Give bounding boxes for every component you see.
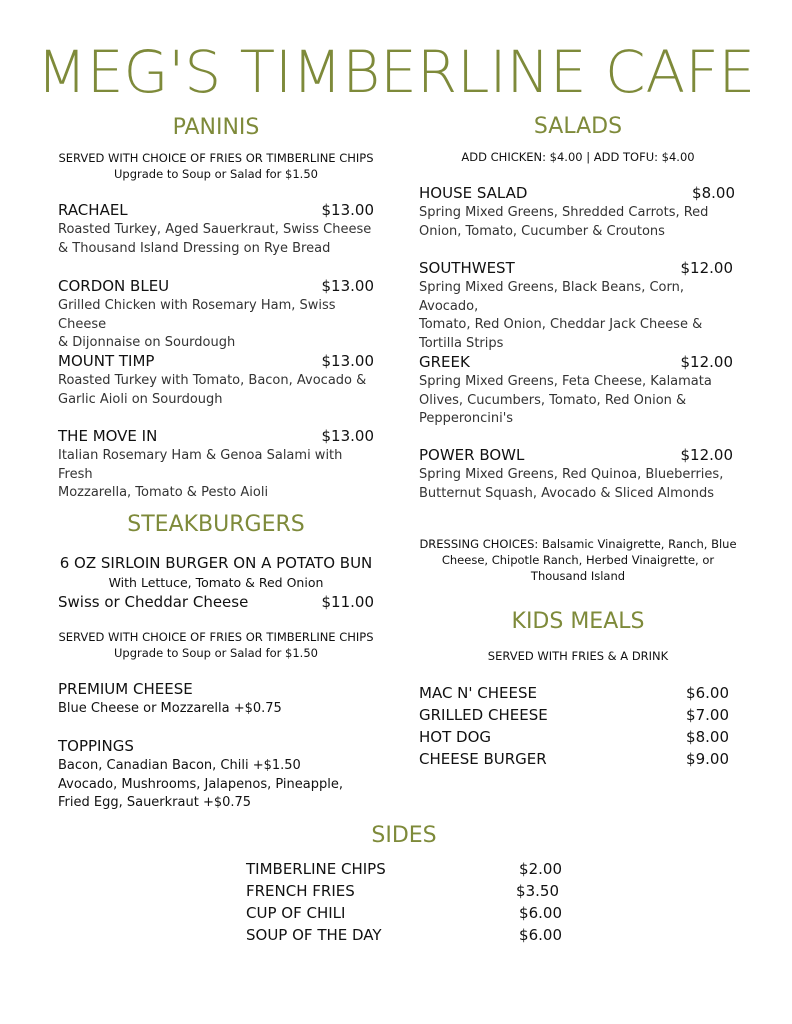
kids-item-price: $8.00 bbox=[686, 728, 729, 746]
salad-price: $12.00 bbox=[680, 446, 733, 464]
premium-cheese-heading: PREMIUM CHEESE bbox=[58, 680, 193, 698]
side-name: TIMBERLINE CHIPS bbox=[246, 860, 386, 878]
burger-cheese-row bbox=[58, 593, 374, 611]
panini-price: $13.00 bbox=[321, 277, 374, 295]
salads-heading: SALADS bbox=[533, 114, 623, 139]
salad-desc-line: Spring Mixed Greens, Shredded Carrots, Red bbox=[419, 205, 709, 220]
burger-subtitle: With Lettuce, Tomato & Red Onion bbox=[108, 575, 324, 590]
salad-name: GREEK bbox=[419, 353, 470, 371]
kids-meals-heading: KIDS MEALS bbox=[511, 609, 645, 634]
salads-note: ADD CHICKEN: $4.00 | ADD TOFU: $4.00 bbox=[461, 150, 695, 164]
kids-meals-note: SERVED WITH FRIES & A DRINK bbox=[487, 649, 669, 663]
panini-desc-line: Italian Rosemary Ham & Genoa Salami with Fresh bbox=[58, 448, 343, 482]
salad-item-row bbox=[419, 353, 733, 371]
kids-item-name: HOT DOG bbox=[419, 728, 491, 746]
menu-title: MEG'S TIMBERLINE CAFE bbox=[36, 38, 756, 106]
salad-price: $8.00 bbox=[692, 184, 735, 202]
burger-cheese-label: Swiss or Cheddar Cheese bbox=[58, 593, 249, 611]
panini-item bbox=[58, 427, 374, 503]
panini-price: $13.00 bbox=[321, 352, 374, 370]
side-name: CUP OF CHILI bbox=[246, 904, 346, 922]
panini-desc bbox=[58, 372, 374, 409]
panini-desc-line: & Dijonnaise on Sourdough bbox=[58, 335, 236, 350]
side-price: $2.00 bbox=[519, 860, 562, 878]
panini-desc-line: Garlic Aioli on Sourdough bbox=[58, 391, 223, 407]
salad-price: $12.00 bbox=[680, 353, 733, 371]
list-item bbox=[419, 704, 729, 726]
panini-name: THE MOVE IN bbox=[58, 427, 158, 445]
salad-desc-line: Spring Mixed Greens, Red Quinoa, Blueberries, bbox=[419, 467, 724, 482]
dressing-line: DRESSING CHOICES: Balsamic Vinaigrette, Ranch, Blue bbox=[419, 537, 737, 551]
panini-item bbox=[58, 277, 374, 353]
salad-item bbox=[419, 446, 733, 503]
toppings-line: Avocado, Mushrooms, Jalapenos, Pineapple, bbox=[58, 776, 343, 792]
panini-price: $13.00 bbox=[321, 201, 374, 219]
kids-meals-list bbox=[419, 682, 729, 770]
salad-item bbox=[419, 353, 733, 429]
salad-item bbox=[419, 259, 733, 353]
salad-desc bbox=[419, 466, 733, 503]
side-price: $6.00 bbox=[519, 926, 562, 944]
kids-item-price: $6.00 bbox=[686, 684, 729, 702]
panini-desc-line: Roasted Turkey, Aged Sauerkraut, Swiss Cheese bbox=[58, 222, 372, 237]
side-price: $3.50 bbox=[516, 882, 559, 900]
list-item bbox=[419, 682, 729, 704]
list-item bbox=[419, 748, 729, 770]
salad-item-row bbox=[419, 446, 733, 464]
steakburgers-heading: STEAKBURGERS bbox=[127, 512, 305, 537]
steakburgers-note-sides: SERVED WITH CHOICE OF FRIES OR TIMBERLINE CHIPS bbox=[58, 630, 374, 644]
panini-desc bbox=[58, 447, 374, 503]
panini-item bbox=[58, 352, 374, 409]
panini-name: CORDON BLEU bbox=[58, 277, 170, 295]
salad-item-row bbox=[419, 184, 735, 202]
paninis-heading: PANINIS bbox=[172, 115, 260, 140]
side-name: FRENCH FRIES bbox=[246, 882, 355, 900]
dressing-line: Thousand Island bbox=[530, 569, 626, 583]
panini-name: RACHAEL bbox=[58, 201, 128, 219]
panini-item-row bbox=[58, 352, 374, 370]
sides-heading: SIDES bbox=[371, 823, 437, 848]
list-item bbox=[419, 726, 729, 748]
salad-desc-line: Tortilla Strips bbox=[419, 335, 504, 351]
side-name: SOUP OF THE DAY bbox=[246, 926, 382, 944]
paninis-note-sides: SERVED WITH CHOICE OF FRIES OR TIMBERLINE CHIPS bbox=[58, 151, 374, 165]
panini-item bbox=[58, 201, 374, 258]
panini-price: $13.00 bbox=[321, 427, 374, 445]
salad-name: SOUTHWEST bbox=[419, 259, 515, 277]
salad-desc-line: Pepperoncini's bbox=[419, 411, 514, 426]
toppings-desc bbox=[58, 757, 343, 813]
side-price: $6.00 bbox=[519, 904, 562, 922]
dressing-choices bbox=[419, 536, 737, 584]
toppings-heading: TOPPINGS bbox=[58, 737, 134, 755]
steakburgers-note bbox=[48, 629, 384, 661]
panini-desc-line: & Thousand Island Dressing on Rye Bread bbox=[58, 240, 331, 256]
premium-cheese-desc: Blue Cheese or Mozzarella +$0.75 bbox=[58, 701, 282, 716]
salad-item bbox=[419, 184, 735, 241]
panini-name: MOUNT TIMP bbox=[58, 352, 155, 370]
list-item bbox=[246, 880, 559, 902]
kids-item-price: $7.00 bbox=[686, 706, 729, 724]
burger-title: 6 OZ SIRLOIN BURGER ON A POTATO BUN bbox=[59, 554, 373, 572]
panini-desc bbox=[58, 221, 374, 258]
kids-item-name: CHEESE BURGER bbox=[419, 750, 547, 768]
panini-item-row bbox=[58, 427, 374, 445]
paninis-note-upgrade: Upgrade to Soup or Salad for $1.50 bbox=[114, 167, 318, 181]
panini-desc bbox=[58, 297, 374, 353]
salad-desc-line: Onion, Tomato, Cucumber & Croutons bbox=[419, 223, 665, 239]
paninis-note bbox=[48, 150, 384, 182]
burger-cheese-price: $11.00 bbox=[321, 593, 374, 611]
panini-item-row bbox=[58, 201, 374, 219]
panini-desc-line: Grilled Chicken with Rosemary Ham, Swiss Cheese bbox=[58, 298, 336, 332]
sides-list bbox=[246, 858, 562, 946]
toppings-line: Bacon, Canadian Bacon, Chili +$1.50 bbox=[58, 758, 301, 773]
salad-desc bbox=[419, 373, 733, 429]
steakburgers-note-upgrade: Upgrade to Soup or Salad for $1.50 bbox=[114, 646, 318, 660]
list-item bbox=[246, 902, 562, 924]
list-item bbox=[246, 858, 562, 880]
dressing-line: Cheese, Chipotle Ranch, Herbed Vinaigrette, or bbox=[441, 553, 715, 567]
salad-desc bbox=[419, 279, 733, 353]
salad-desc-line: Butternut Squash, Avocado & Sliced Almonds bbox=[419, 485, 715, 501]
kids-item-name: MAC N' CHEESE bbox=[419, 684, 538, 702]
salad-item-row bbox=[419, 259, 733, 277]
toppings-line: Fried Egg, Sauerkraut +$0.75 bbox=[58, 795, 252, 810]
kids-item-price: $9.00 bbox=[686, 750, 729, 768]
salad-desc-line: Olives, Cucumbers, Tomato, Red Onion & bbox=[419, 392, 687, 408]
salad-price: $12.00 bbox=[680, 259, 733, 277]
salad-desc-line: Spring Mixed Greens, Feta Cheese, Kalamata bbox=[419, 374, 712, 389]
salad-desc-line: Tomato, Red Onion, Cheddar Jack Cheese & bbox=[419, 317, 703, 332]
salad-desc-line: Spring Mixed Greens, Black Beans, Corn, Avocado, bbox=[419, 280, 684, 314]
salad-name: HOUSE SALAD bbox=[419, 184, 528, 202]
list-item bbox=[246, 924, 562, 946]
kids-item-name: GRILLED CHEESE bbox=[419, 706, 548, 724]
panini-desc-line: Roasted Turkey with Tomato, Bacon, Avocado & bbox=[58, 373, 367, 388]
panini-item-row bbox=[58, 277, 374, 295]
panini-desc-line: Mozzarella, Tomato & Pesto Aioli bbox=[58, 485, 269, 500]
salad-desc bbox=[419, 204, 735, 241]
salad-name: POWER BOWL bbox=[419, 446, 525, 464]
